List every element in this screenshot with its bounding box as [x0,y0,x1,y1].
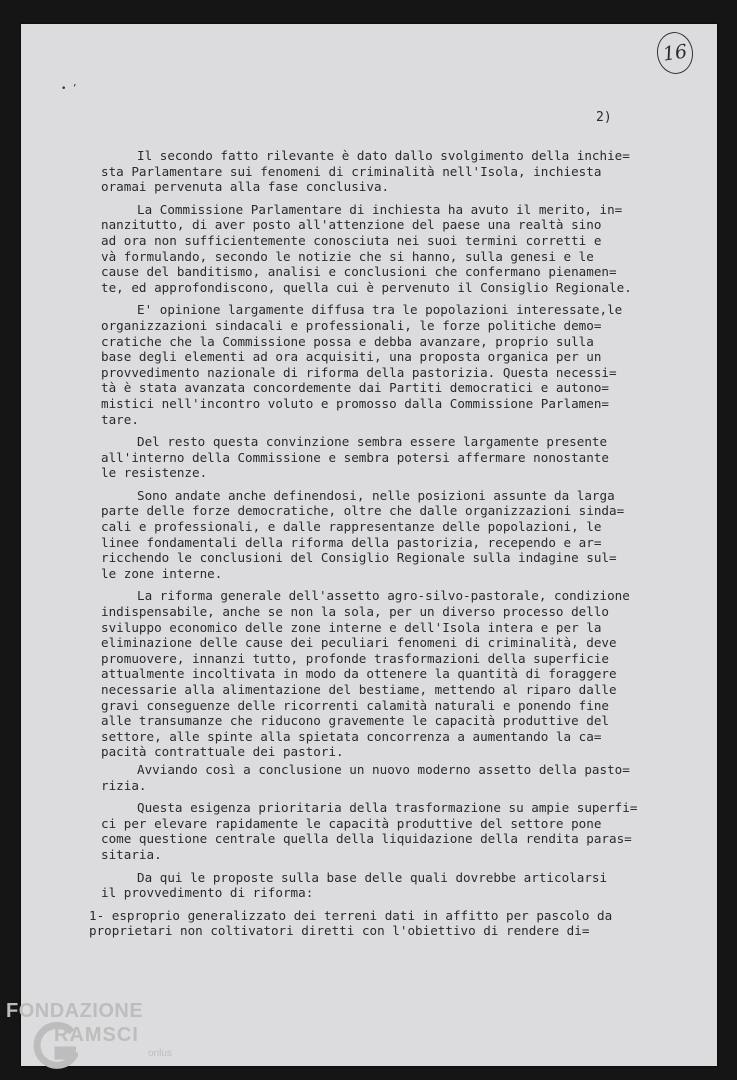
watermark-suffix: onlus [148,1048,172,1059]
folio-number-circle [654,30,695,77]
paragraph-7: Avviando così a conclusione un nuovo moderno assetto della pasto= rizia. [101,761,630,793]
document-page [21,24,717,1066]
paragraph-6: La riforma generale dell'assetto agro-silvo-pastorale, condizione indispensabile, anche se non la sola, per un diverso processo dello sviluppo economico delle zone interne e dell'Isola intera e per la eliminazione delle cause dei peculiari fenomeni di criminalità, deve promuovere, innanzi tutto, profonde trasformazioni della superficie attualmente incoltivata in modo da ottenere la quantità di foraggere necessarie alla alimentazione del bestiame, mettendo al riparo dalle gravi conseguenze delle ricorrenti calamità naturali e ponendo fine alle transumanze che riducono gravemente le capacità produttive del settore, alle spinte alla spietata concorrenza a aumentando la ca= pacità contrattuale dei pastori. [101,588,630,760]
page-label: 2) [596,110,612,125]
folio-number: 16 [661,40,689,66]
paragraph-1: Il secondo fatto rilevante è dato dallo svolgimento della inchie= sta Parlamentare sui fenomeni di criminalità nell'Isola, inchiesta oramai pervenuta alla fase conclusiva. [101,148,630,195]
ink-specks: • ’ [61,84,78,94]
fondazione-gramsci-watermark [6,1000,196,1078]
paragraph-2: La Commissione Parlamentare di inchiesta ha avuto il merito, in= nanzitutto, di aver posto all'attenzione del paese una realtà sino ad ora non sufficientemente conosciuta nei suoi termini corretti e và formulando, secondo le notizie che si hanno, sulla genesi e le cause del banditismo, analisi e conclusioni che confermano pienamen= te, ed approfondiscono, quella cui è pervenuto il Consiglio Regionale. [101,201,632,295]
list-item-1: 1- esproprio generalizzato dei terreni dati in affitto per pascolo da proprietari non coltivatori diretti con l'obiettivo di rendere di= [89,907,613,939]
paragraph-5: Sono andate anche definendosi, nelle posizioni assunte da larga parte delle forze democratiche, oltre che dalle organizzazioni sinda= cali e professionali, e dalle rappresentanze delle popolazioni, le linee fondamentali della riforma della pastorizia, recependo e ar= ricchendo le conclusioni del Consiglio Regionale sulla indagine sul= le zone interne. [101,487,625,581]
watermark-line1: FONDAZIONE [6,1000,144,1022]
watermark-line2: RAMSCI [54,1024,139,1046]
document-body [89,148,701,939]
paragraph-9: Da qui le proposte sulla base delle quali dovrebbe articolarsi il provvedimento di riforma: [101,869,608,901]
paragraph-3: E' opinione largamente diffusa tra le popolazioni interessate,le organizzazioni sindacali e professionali, le forze politiche demo= cratiche che la Commissione possa e debba avanzare, proprio sulla base degli elementi ad ora acquisiti, una proposta organica per un provvedimento nazionale di riforma della pastorizia. Questa necessi= tà è stata avanzata concordemente dai Partiti democratici e autono= mistici nell'incontro voluto e promosso dalla Commissione Parlamen= tare. [101,302,623,427]
paragraph-4: Del resto questa convinzione sembra essere largamente presente all'interno della Commissione e sembra potersi affermare nonostante le resistenze. [101,434,609,481]
paragraph-8: Questa esigenza prioritaria della trasformazione su ampie superfi= ci per elevare rapidamente le capacità produttive del settore pone come questione centrale quella della liquidazione della rendita paras= sitaria. [101,800,638,862]
